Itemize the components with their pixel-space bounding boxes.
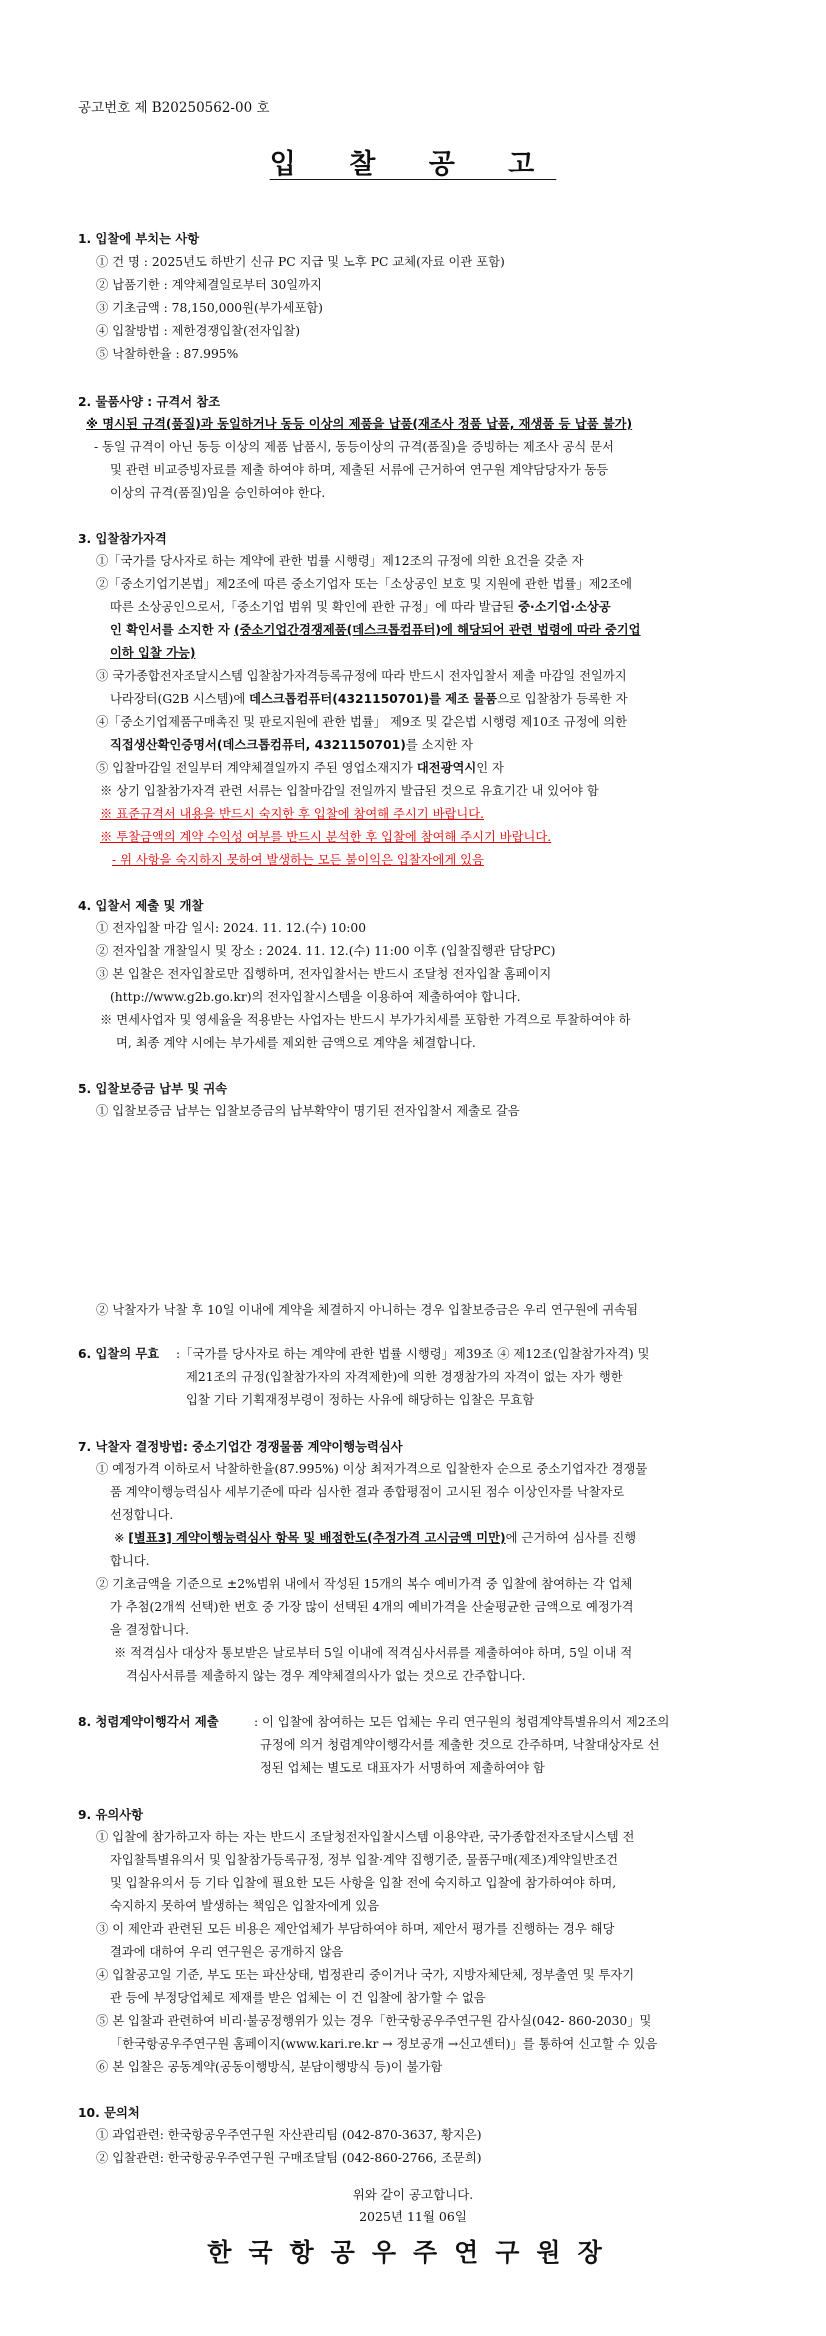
section-9-line-4: 숙지하지 못하여 발생하는 책임은 입찰자에게 있음 bbox=[110, 1899, 379, 1913]
page-title bbox=[0, 142, 826, 181]
section-2-line-4: 이상의 규격(품질)임을 승인하여야 한다. bbox=[110, 486, 326, 500]
section-3-line-5: 이하 입찰 가능) bbox=[110, 646, 196, 660]
section-4-heading: 4. 입찰서 제출 및 개찰 bbox=[78, 899, 204, 913]
section-3-warning-2: ※ 투찰금액의 계약 수익성 여부를 반드시 분석한 후 입찰에 참여해 주시기 바랍니다. bbox=[100, 830, 552, 844]
section-4-line-1: ① 전자입찰 마감 일시: 2024. 11. 12.(수) 10:00 bbox=[96, 921, 367, 935]
section-9-line-11: ⑥ 본 입찰은 공동계약(공동이행방식, 분담이행방식 등)이 불가함 bbox=[96, 2060, 443, 2074]
section-7-line-1: ① 예정가격 이하로서 낙찰하한율(87.995%) 이상 최저가격으로 입찰한자 순으로 중소기업자간 경쟁물 bbox=[96, 1462, 648, 1476]
section-9-line-7: ④ 입찰공고일 기준, 부도 또는 파산상태, 법정관리 중이거나 국가, 지방자체단체, 정부출연 및 투자기 bbox=[96, 1968, 635, 1982]
section-2-line-2: - 동일 규격이 아닌 동등 이상의 제품 납품시, 동등이상의 규격(품질)을 증빙하는 제조사 공식 문서 bbox=[94, 440, 614, 454]
section-3-heading: 3. 입찰참가자격 bbox=[78, 532, 167, 546]
section-9-line-1: ① 입찰에 참가하고자 하는 자는 반드시 조달청전자입찰시스템 이용약관, 국가종합전자조달시스템 전 bbox=[96, 1830, 635, 1844]
section-4-line-4: (http://www.g2b.go.kr)의 전자입찰시스템을 이용하여 제출하여야 합니다. bbox=[110, 990, 521, 1004]
section-6-line-3: 입찰 기타 기획재정부령이 정하는 사유에 해당하는 입찰은 무효함 bbox=[186, 1393, 535, 1407]
section-3-warning-3: - 위 사항을 숙지하지 못하여 발생하는 모든 불이익은 입찰자에게 있음 bbox=[112, 853, 484, 867]
section-3-line-10: ⑤ 입찰마감일 전일부터 계약체결일까지 주된 영업소재지가 대전광역시인 자 bbox=[96, 761, 504, 775]
section-1-heading: 1. 입찰에 부치는 사항 bbox=[78, 232, 200, 246]
notice-number: 공고번호 제 B20250562-00 호 bbox=[78, 100, 270, 116]
section-3-line-8: ④「중소기업제품구매촉진 및 판로지원에 관한 법률」 제9조 및 같은법 시행령 제10조 규정에 의한 bbox=[96, 715, 627, 729]
section-6-line-2: 제21조의 규정(입찰참가자의 자격제한)에 의한 경쟁참가의 자격이 없는 자가 행한 bbox=[186, 1370, 623, 1384]
section-7-line-9: ※ 적격심사 대상자 통보받은 날로부터 5일 이내에 적격심사서류를 제출하여야 하며, 5일 이내 적 bbox=[114, 1646, 633, 1660]
section-3-line-2: ②「중소기업기본법」제2조에 따른 중소기업자 또는「소상공인 보호 및 지원에 관한 법률」제2조에 bbox=[96, 577, 633, 591]
section-10-heading: 10. 문의처 bbox=[78, 2106, 140, 2120]
section-7-line-8: 을 결정합니다. bbox=[110, 1623, 190, 1637]
section-3-line-4: 인 확인서를 소지한 자 (중소기업간경쟁제품(데스크톱컴퓨터)에 해당되어 관련 법령에 따라 중기업 bbox=[110, 623, 641, 637]
section-3-line-3: 따른 소상공인으로서,「중소기업 범위 및 확인에 관한 규정」에 따라 발급된 중·소기업·소상공 bbox=[110, 600, 611, 614]
section-2-line-3: 및 관련 비교증빙자료를 제출 하여야 하며, 제출된 서류에 근거하여 연구원 계약담당자가 동등 bbox=[110, 463, 609, 477]
section-3-line-11: ※ 상기 입찰참가자격 관련 서류는 입찰마감일 전일까지 발급된 것으로 유효기간 내 있어야 함 bbox=[100, 784, 599, 798]
section-9-line-10: 「한국항공우주연구원 홈페이지(www.kari.re.kr → 정보공개 →신고센터)」를 통하여 신고할 수 있음 bbox=[110, 2037, 658, 2051]
section-4-line-3: ③ 본 입찰은 전자입찰로만 집행하며, 전자입찰서는 반드시 조달청 전자입찰 홈페이지 bbox=[96, 967, 552, 981]
section-5-line-1: ① 입찰보증금 납부는 입찰보증금의 납부확약이 명기된 전자입찰서 제출로 갈음 bbox=[96, 1104, 520, 1118]
page-title-text: 입 찰 공 고 bbox=[269, 149, 557, 180]
section-9-line-5: ③ 이 제안과 관련된 모든 비용은 제안업체가 부담하여야 하며, 제안서 평가를 진행하는 경우 해당 bbox=[96, 1922, 615, 1936]
section-5-line-2: ② 낙찰자가 낙찰 후 10일 이내에 계약을 체결하지 아니하는 경우 입찰보증금은 우리 연구원에 귀속됨 bbox=[96, 1303, 639, 1317]
section-1-item-base-price: ③ 기초금액 : 78,150,000원(부가세포함) bbox=[96, 301, 323, 315]
section-7-line-7: 가 추첨(2개씩 선택)한 번호 중 가장 많이 선택된 4개의 예비가격을 산술평균한 금액으로 예정가격 bbox=[110, 1600, 634, 1614]
organization-signature: 한국항공우주연구원장 bbox=[207, 2238, 619, 2267]
section-4-line-5: ※ 면세사업자 및 영세율을 적용받는 사업자는 반드시 부가가치세를 포함한 가격으로 투찰하여야 하 bbox=[100, 1013, 631, 1027]
section-8-line-1: : 이 입찰에 참여하는 모든 업체는 우리 연구원의 청렴계약특별유의서 제2조의 bbox=[254, 1715, 670, 1729]
section-7-heading: 7. 낙찰자 결정방법: 중소기업간 경쟁물품 계약이행능력심사 bbox=[78, 1440, 403, 1454]
section-10-line-1: ① 과업관련: 한국항공우주연구원 자산관리팀 (042-870-3637, 황지은) bbox=[96, 2128, 482, 2142]
section-7-line-2: 품 계약이행능력심사 세부기준에 따라 심사한 결과 종합평점이 고시된 점수 이상인자를 낙찰자로 bbox=[110, 1485, 625, 1499]
section-8-line-3: 정된 업체는 별도로 대표자가 서명하여 제출하여야 함 bbox=[260, 1761, 545, 1775]
section-7-line-5: 합니다. bbox=[110, 1554, 150, 1568]
section-3-warning-1: ※ 표준규격서 내용을 반드시 숙지한 후 입찰에 참여해 주시기 바랍니다. bbox=[100, 807, 484, 821]
section-3-line-7: 나라장터(G2B 시스템)에 데스크톱컴퓨터(4321150701)를 제조 물품으로 입찰참가 등록한 자 bbox=[110, 692, 628, 706]
section-9-heading: 9. 유의사항 bbox=[78, 1808, 144, 1822]
section-2-heading: 2. 물품사양 : 규격서 참조 bbox=[78, 395, 221, 409]
section-9-line-3: 및 입찰유의서 등 기타 입찰에 필요한 모든 사항을 입찰 전에 숙지하고 입찰에 참가하여야 하며, bbox=[110, 1876, 617, 1890]
section-4-line-2: ② 전자입찰 개찰일시 및 장소 : 2024. 11. 12.(수) 11:00 이후 (입찰집행관 담당PC) bbox=[96, 944, 556, 958]
section-10-line-2: ② 입찰관련: 한국항공우주연구원 구매조달팀 (042-860-2766, 조문희) bbox=[96, 2151, 482, 2165]
section-7-line-6: ② 기초금액을 기준으로 ±2%범위 내에서 작성된 15개의 복수 예비가격 중 입찰에 참여하는 각 업체 bbox=[96, 1577, 633, 1591]
section-8-heading: 8. 청렴계약이행각서 제출 bbox=[78, 1715, 219, 1729]
section-9-line-8: 관 등에 부정당업체로 제재를 받은 업체는 이 건 입찰에 참가할 수 없음 bbox=[110, 1991, 486, 2005]
section-1-item-name: ① 건 명 : 2025년도 하반기 신규 PC 지급 및 노후 PC 교체(자료 이관 포함) bbox=[96, 255, 505, 269]
section-6-heading: 6. 입찰의 무효 bbox=[78, 1347, 160, 1361]
section-1-item-lower-limit: ⑤ 낙찰하한율 : 87.995% bbox=[96, 347, 239, 361]
section-1-item-method: ④ 입찰방법 : 제한경쟁입찰(전자입찰) bbox=[96, 324, 301, 338]
section-7-line-3: 선정합니다. bbox=[110, 1508, 174, 1522]
section-9-line-9: ⑤ 본 입찰과 관련하여 비리·불공정행위가 있는 경우「한국항공우주연구원 감사실(042- 860-2030」및 bbox=[96, 2014, 652, 2028]
section-2-note: ※ 명시된 규격(품질)과 동일하거나 동등 이상의 제품을 납품(재조사 정품 납품, 재생품 등 납품 불가) bbox=[86, 417, 633, 431]
section-4-line-6: 며, 최종 계약 시에는 부가세를 제외한 금액으로 계약을 체결합니다. bbox=[116, 1036, 476, 1050]
section-7-line-10: 격심사서류를 제출하지 않는 경우 계약체결의사가 없는 것으로 간주합니다. bbox=[126, 1669, 526, 1683]
section-3-line-9: 직접생산확인증명서(데스크톱컴퓨터, 4321150701)를 소지한 자 bbox=[110, 738, 474, 752]
notice-date: 2025년 11월 06일 bbox=[359, 2209, 467, 2224]
section-5-heading: 5. 입찰보증금 납부 및 귀속 bbox=[78, 1082, 228, 1096]
section-9-line-2: 자입찰특별유의서 및 입찰참가등록규정, 정부 입찰·계약 집행기준, 물품구매(제조)계약일반조건 bbox=[110, 1853, 619, 1867]
section-1-item-deadline: ② 납품기한 : 계약체결일로부터 30일까지 bbox=[96, 278, 322, 292]
section-9-line-6: 결과에 대하여 우리 연구원은 공개하지 않음 bbox=[110, 1945, 344, 1959]
section-3-line-1: ①「국가를 당사자로 하는 계약에 관한 법률 시행령」제12조의 규정에 의한 요건을 갖춘 자 bbox=[96, 554, 584, 568]
closing-statement: 위와 같이 공고합니다. bbox=[352, 2187, 474, 2202]
section-8-line-2: 규정에 의거 청렴계약이행각서를 제출한 것으로 간주하며, 낙찰대상자로 선 bbox=[260, 1738, 660, 1752]
section-6-line-1: :「국가를 당사자로 하는 계약에 관한 법률 시행령」제39조 ④ 제12조(입찰참가자격) 및 bbox=[176, 1347, 650, 1361]
section-3-line-6: ③ 국가종합전자조달시스템 입찰참가자격등록규정에 따라 반드시 전자입찰서 제출 마감일 전일까지 bbox=[96, 669, 627, 683]
section-7-line-4: ※ [별표3] 계약이행능력심사 항목 및 배점한도(추정가격 고시금액 미만)에 근거하여 심사를 진행 bbox=[114, 1531, 637, 1545]
